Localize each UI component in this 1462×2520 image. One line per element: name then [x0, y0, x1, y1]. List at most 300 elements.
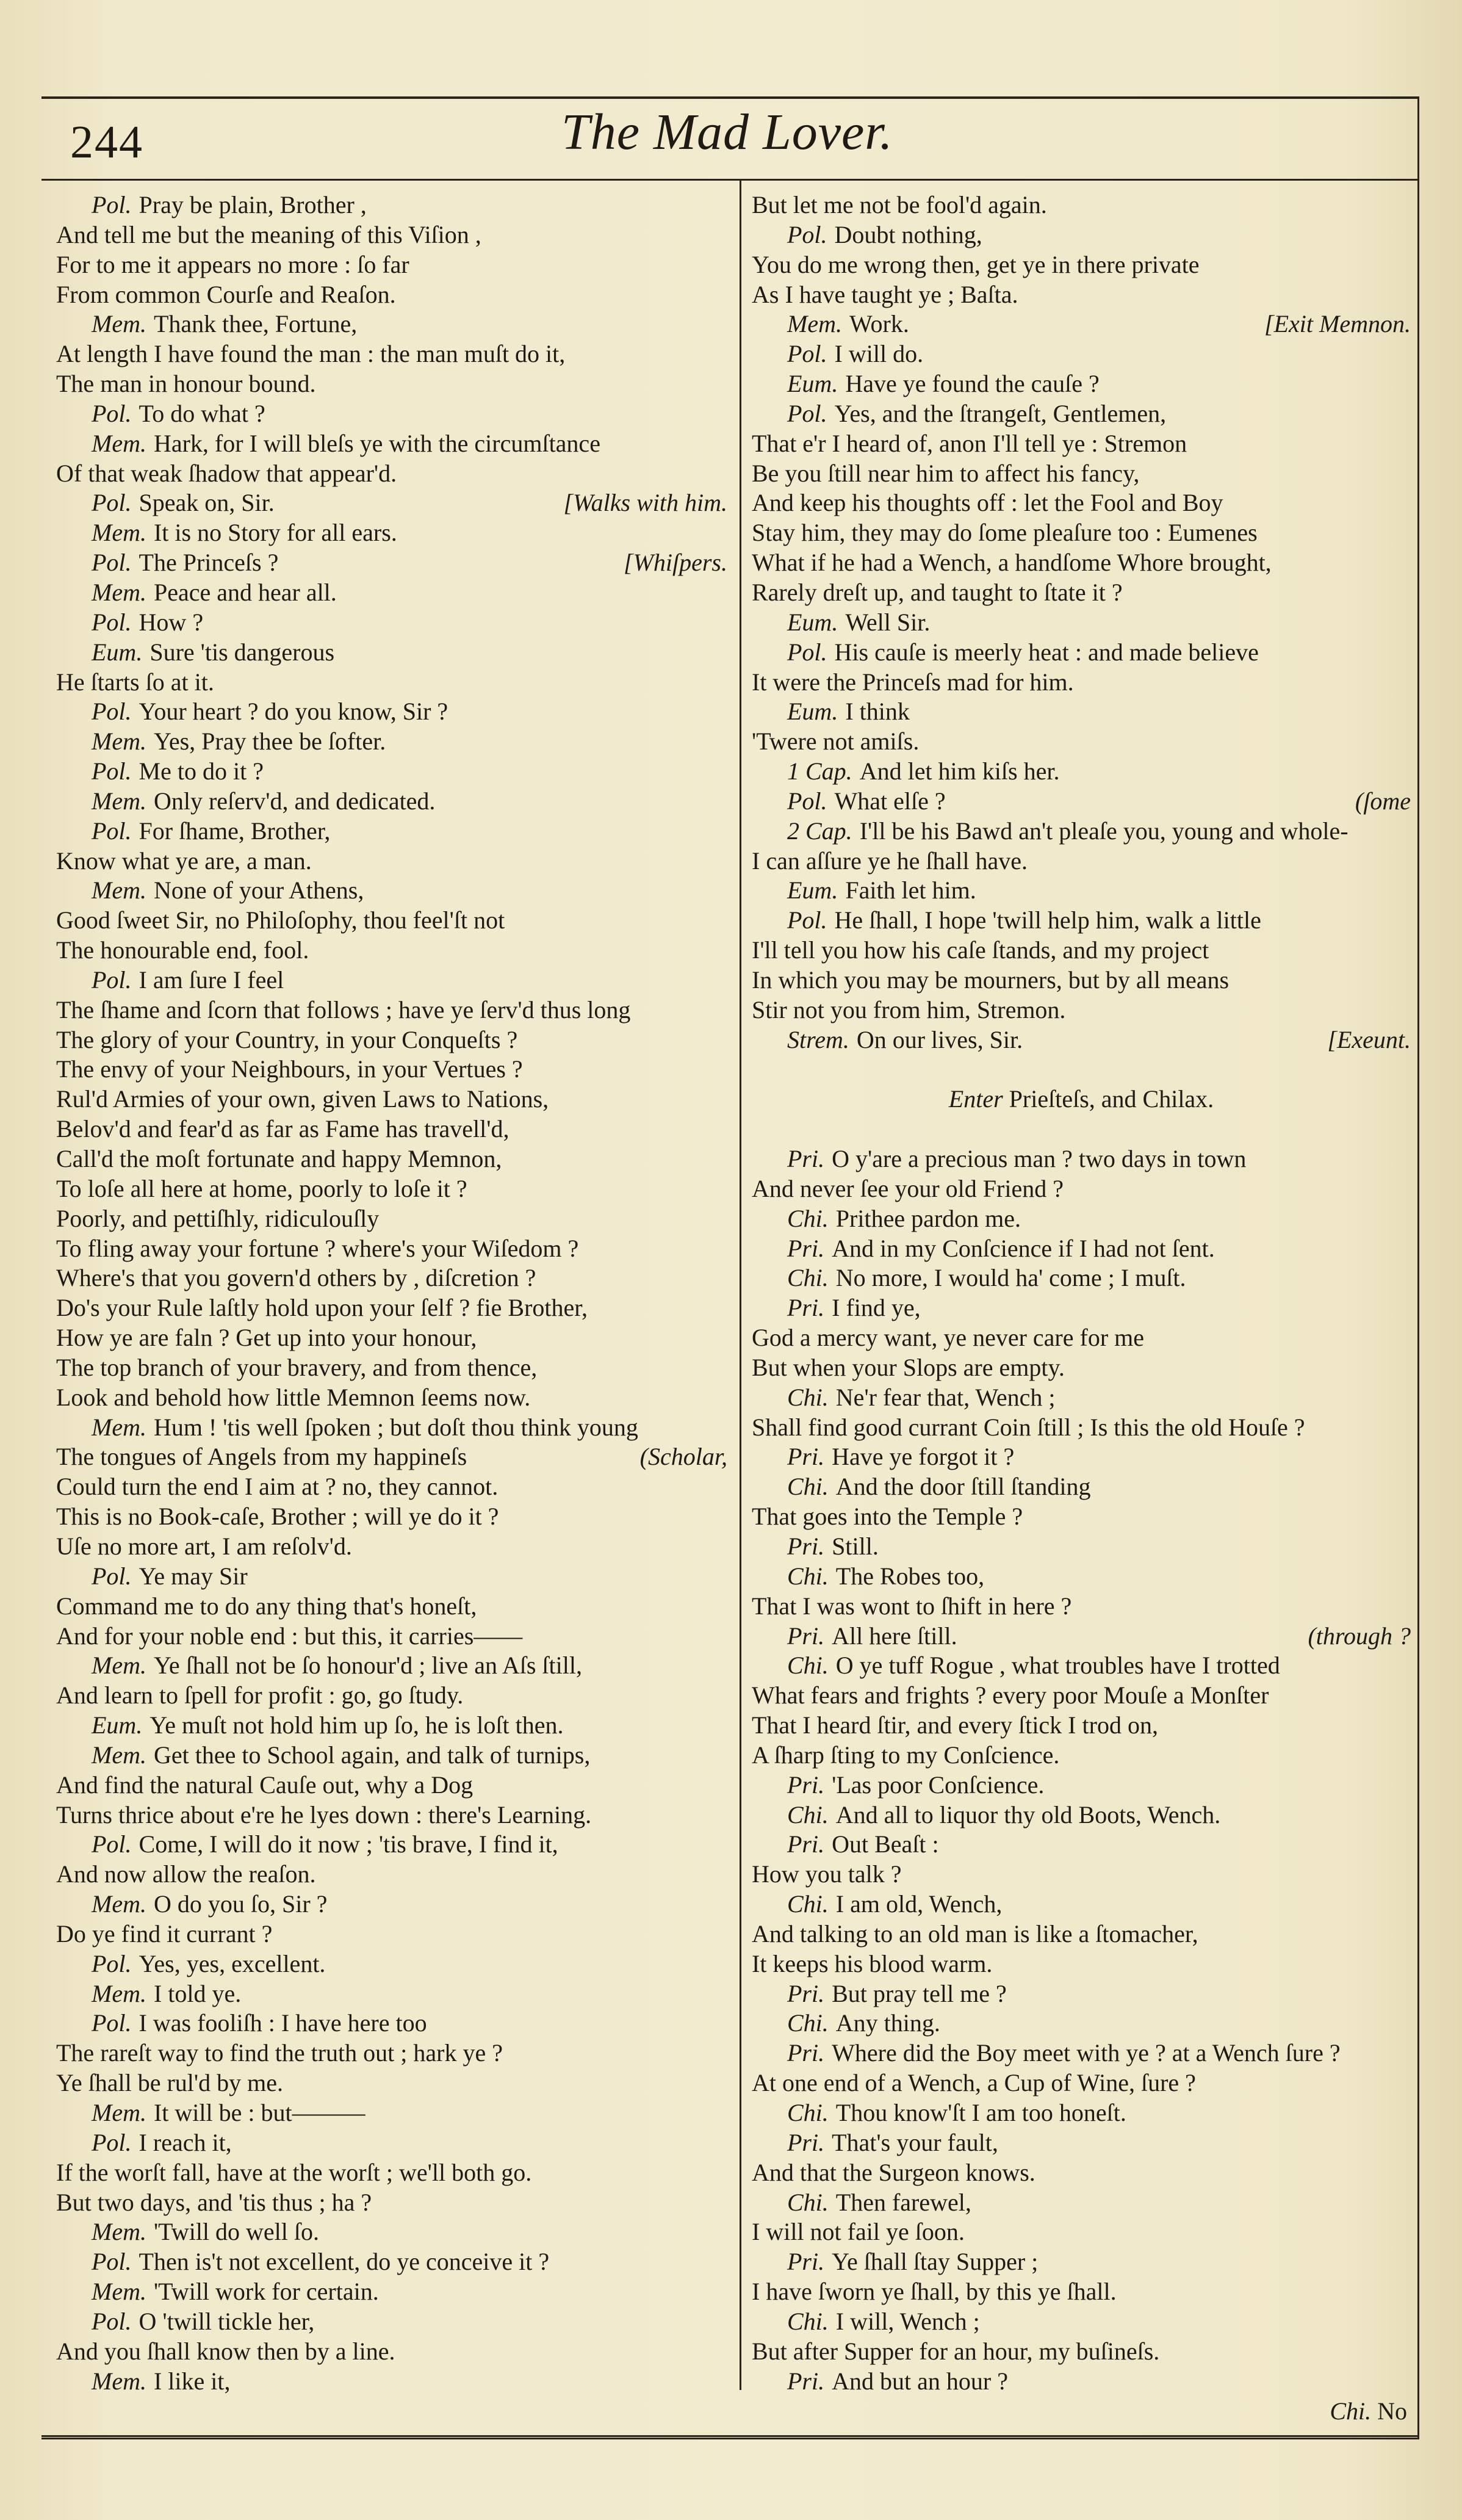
text-line [56, 847, 727, 876]
speaker-label: Pri. [787, 2039, 825, 2067]
speaker-label: Pol. [92, 191, 132, 218]
text-line [752, 1114, 1411, 1144]
text-line [56, 429, 727, 459]
text-line [752, 1860, 1411, 1890]
text-line [752, 250, 1411, 280]
speaker-label: Mem. [92, 2278, 146, 2306]
text-line [752, 1949, 1411, 1979]
speaker-label: Chi. [787, 1800, 829, 1829]
text-line [56, 339, 727, 369]
line-text: Call'd the moſt fortunate and happy Memnon, [56, 1145, 502, 1172]
page-number: 244 [70, 117, 143, 168]
speaker-label: Chi. [787, 1473, 829, 1501]
line-text: Belov'd and fear'd as far as Fame has travell'd, [56, 1115, 510, 1143]
speaker-label: Pol. [92, 489, 132, 517]
line-text: His cauſe is meerly heat : and made believe [834, 638, 1259, 666]
speaker-label: Mem. [92, 1413, 146, 1441]
line-text: The tongues of Angels from my happineſs [56, 1443, 467, 1471]
line-text: O do you ſo, Sir ? [153, 1890, 328, 1918]
speaker-label: Pol. [92, 698, 132, 726]
text-line [56, 1413, 727, 1443]
line-text: This is no Book-caſe, Brother ; will ye do it ? [56, 1503, 499, 1531]
line-text: Peace and hear all. [153, 578, 337, 606]
stage-direction: [Walks with him. [563, 489, 727, 517]
text-line [56, 1263, 727, 1293]
text-line [752, 459, 1411, 489]
text-line [56, 190, 727, 220]
line-text: Faith let him. [845, 876, 976, 904]
line-text: Hum ! 'tis well ſpoken ; but doſt thou think young [153, 1413, 638, 1441]
line-text: Then is't not excellent, do ye conceive it ? [139, 2248, 550, 2276]
line-text: How you talk ? [752, 1860, 902, 1888]
speaker-label: Chi. [787, 1562, 829, 1590]
speaker-label: Mem. [92, 1741, 146, 1769]
line-text: Good ſweet Sir, no Philoſophy, thou feel'ſt not [56, 906, 505, 934]
speaker-label: Mem. [92, 2099, 146, 2126]
speaker-label: Pri. [787, 1979, 825, 2007]
text-line [752, 2217, 1411, 2247]
line-text: And in my Conſcience if I had not ſent. [832, 1234, 1215, 1262]
line-text: Stir not you from him, Stremon. [752, 995, 1066, 1024]
text-line [56, 2068, 727, 2098]
text-line [752, 1830, 1411, 1860]
text-line [56, 1979, 727, 2009]
line-text: I think [845, 698, 910, 726]
text-line [56, 369, 727, 399]
text-line [752, 1353, 1411, 1383]
text-line [752, 936, 1411, 966]
left-column [56, 190, 727, 2396]
line-text: At one end of a Wench, a Cup of Wine, ſure ? [752, 2069, 1196, 2097]
text-line [752, 2367, 1411, 2397]
header-rule [41, 179, 1419, 181]
text-line [752, 339, 1411, 369]
line-text: And keep his thoughts off : let the Fool and Boy [752, 489, 1223, 517]
line-text: And find the natural Cauſe out, why a Dog [56, 1771, 474, 1799]
text-line [56, 488, 727, 518]
line-text: No more, I would ha' come ; I muſt. [835, 1264, 1186, 1292]
text-line [56, 1830, 727, 1860]
text-line [752, 1085, 1411, 1114]
line-text: The Princeſs ? [139, 549, 279, 577]
text-line [752, 757, 1411, 787]
text-line [752, 190, 1411, 220]
text-line [56, 757, 727, 787]
line-text: Me to do it ? [139, 757, 264, 785]
text-line [56, 668, 727, 698]
text-line [56, 1472, 727, 1502]
line-text: To fling away your fortune ? where's your Wiſedom ? [56, 1234, 579, 1262]
speaker-label: Mem. [92, 519, 146, 547]
stage-direction: (Scholar, [639, 1443, 727, 1471]
speaker-label: Pri. [787, 1443, 825, 1471]
line-text: I will do. [834, 340, 924, 368]
text-line [752, 578, 1411, 608]
text-line [56, 1890, 727, 1919]
speaker-label: Mem. [787, 310, 842, 338]
line-text: And let him kiſs her. [859, 757, 1060, 785]
line-text: How ? [139, 608, 204, 636]
text-line [752, 280, 1411, 310]
text-line [752, 1622, 1411, 1652]
line-text: I find ye, [832, 1294, 921, 1322]
line-text: Out Beaſt : [832, 1830, 939, 1858]
line-text: I can aſſure ye he ſhall have. [752, 847, 1028, 875]
line-text: O ye tuff Rogue , what troubles have I trotted [835, 1652, 1280, 1680]
line-text: As I have taught ye ; Baſta. [752, 280, 1018, 308]
line-text: I have ſworn ye ſhall, by this ye ſhall. [752, 2278, 1117, 2306]
speaker-label: Strem. [787, 1025, 849, 1053]
line-text: Speak on, Sir. [139, 489, 275, 517]
speaker-label: Chi. [787, 1383, 829, 1411]
speaker-label: Mem. [92, 429, 146, 457]
speaker-label: Enter [948, 1085, 1003, 1113]
text-line [56, 1681, 727, 1711]
text-line [752, 966, 1411, 995]
text-line [752, 697, 1411, 727]
speaker-label: Pol. [92, 608, 132, 636]
line-text: And you ſhall know then by a line. [56, 2337, 395, 2365]
text-line [56, 1114, 727, 1144]
text-line [56, 1562, 727, 1592]
speaker-label: Pol. [92, 2307, 132, 2335]
text-line [56, 1234, 727, 1264]
line-text: If the worſt fall, have at the worſt ; we'll both go. [56, 2158, 532, 2186]
text-line [56, 280, 727, 310]
text-line [56, 250, 727, 280]
line-text: That's your fault, [832, 2128, 998, 2156]
line-text: Of that weak ſhadow that appear'd. [56, 459, 397, 487]
line-text: O 'twill tickle her, [139, 2307, 315, 2335]
speaker-label: 1 Cap. [787, 757, 852, 785]
text-line [752, 2038, 1411, 2068]
text-line [56, 876, 727, 906]
text-line [752, 1323, 1411, 1353]
text-line [56, 1383, 727, 1413]
text-line [56, 1174, 727, 1204]
speaker-label: Pol. [787, 638, 827, 666]
line-text: And tell me but the meaning of this Viſion , [56, 220, 481, 248]
line-text: Any thing. [835, 2009, 940, 2037]
line-text: From common Courſe and Reaſon. [56, 280, 396, 308]
line-text: Sure 'tis dangerous [149, 638, 335, 666]
line-text: That goes into the Temple ? [752, 1503, 1023, 1531]
text-line [752, 2307, 1411, 2337]
text-line [752, 995, 1411, 1025]
text-line [752, 369, 1411, 399]
line-text: And the door ſtill ſtanding [835, 1473, 1091, 1501]
line-text: I'll tell you how his caſe ſtands, and my project [752, 936, 1209, 964]
line-text: On our lives, Sir. [856, 1025, 1023, 1053]
text-line [752, 608, 1411, 638]
text-line [56, 1592, 727, 1622]
text-line [752, 727, 1411, 757]
line-text: I will not fail ye ſoon. [752, 2218, 965, 2246]
line-text: And for your noble end : but this, it carries—— [56, 1622, 523, 1650]
line-text: All here ſtill. [832, 1622, 957, 1650]
line-text: Ye ſhall not be ſo honour'd ; live an Aſs ſtill, [153, 1652, 582, 1680]
speaker-label: Chi. [787, 2099, 829, 2126]
line-text: To loſe all here at home, poorly to loſe it ? [56, 1174, 467, 1202]
text-line [752, 817, 1411, 847]
line-text: Doubt nothing, [834, 220, 982, 248]
stage-direction: [Exeunt. [1327, 1025, 1411, 1053]
line-text: And now allow the reaſon. [56, 1860, 316, 1888]
line-text: God a mercy want, ye never care for me [752, 1324, 1145, 1352]
line-text: What elſe ? [834, 787, 946, 815]
line-text: That I was wont to ſhift in here ? [752, 1592, 1072, 1620]
text-line [56, 2009, 727, 2038]
speaker-label: Pri. [787, 1145, 825, 1172]
line-text: 'Twill do well ſo. [153, 2218, 320, 2246]
speaker-label: Pol. [787, 399, 827, 427]
speaker-label: Pol. [787, 906, 827, 934]
speaker-label: Pol. [92, 2248, 132, 2276]
speaker-label: Pol. [92, 2128, 132, 2156]
text-line [752, 1741, 1411, 1771]
text-line [56, 459, 727, 489]
line-text: Ye ſhall be rul'd by me. [56, 2069, 283, 2097]
text-line [56, 518, 727, 548]
line-text: Pray be plain, Brother , [139, 191, 367, 218]
speaker-label: Eum. [787, 876, 838, 904]
text-line [56, 608, 727, 638]
line-text: Your heart ? do you know, Sir ? [139, 698, 448, 726]
line-text: Only reſerv'd, and dedicated. [153, 787, 436, 815]
line-text: Work. [849, 310, 909, 338]
line-text: Ye muſt not hold him up ſo, he is loſt then. [149, 1711, 564, 1739]
line-text: He ſhall, I hope 'twill help him, walk a little [834, 906, 1261, 934]
text-line [752, 1263, 1411, 1293]
text-line [752, 1979, 1411, 2009]
line-text: Yes, yes, excellent. [139, 1949, 326, 1977]
line-text: Rarely dreſt up, and taught to ſtate it ? [752, 578, 1123, 606]
text-line [752, 1204, 1411, 1234]
line-text: What if he had a Wench, a handſome Whore brought, [752, 549, 1272, 577]
speaker-label: Mem. [92, 876, 146, 904]
text-line [752, 1771, 1411, 1800]
line-text: And all to liquor thy old Boots, Wench. [835, 1800, 1221, 1829]
speaker-label: Pol. [92, 757, 132, 785]
text-line [56, 2188, 727, 2218]
line-text: Turns thrice about e're he lyes down : there's Learning. [56, 1800, 592, 1829]
text-line [752, 220, 1411, 250]
text-line [56, 1204, 727, 1234]
text-line [56, 1711, 727, 1741]
text-line [752, 429, 1411, 459]
footer-rule [41, 2435, 1419, 2437]
text-line [752, 1472, 1411, 1502]
text-line [56, 697, 727, 727]
line-text: For to me it appears no more : ſo far [56, 250, 409, 278]
line-text: The top branch of your bravery, and from thence, [56, 1353, 538, 1381]
text-line [56, 1949, 727, 1979]
text-line [56, 1085, 727, 1114]
text-line [56, 1771, 727, 1800]
text-line [752, 638, 1411, 668]
line-text: He ſtarts ſo at it. [56, 668, 214, 696]
line-text: Be you ſtill near him to affect his fancy, [752, 459, 1140, 487]
line-text: Do's your Rule laſtly hold upon your ſelf ? fie Brother, [56, 1294, 588, 1322]
text-line [752, 906, 1411, 936]
line-text: And but an hour ? [832, 2367, 1008, 2395]
speaker-label: Chi. [787, 1890, 829, 1918]
text-line [752, 2277, 1411, 2307]
catchword-text: No [1377, 2397, 1407, 2425]
speaker-label: Pol. [92, 1830, 132, 1858]
speaker-label: Pri. [787, 1622, 825, 1650]
line-text: The rareſt way to find the truth out ; hark ye ? [56, 2039, 503, 2067]
speaker-label: Mem. [92, 727, 146, 756]
speaker-label: Eum. [92, 1711, 143, 1739]
line-text: 'Las poor Conſcience. [832, 1771, 1045, 1799]
text-line [752, 2247, 1411, 2277]
line-text: I told ye. [153, 1979, 242, 2007]
text-line [56, 1919, 727, 1949]
speaker-label: Pri. [787, 1830, 825, 1858]
text-line [752, 2009, 1411, 2038]
text-line [752, 2188, 1411, 2218]
line-text: Stay him, they may do ſome pleaſure too : Eumenes [752, 519, 1258, 547]
line-text: But two days, and 'tis thus ; ha ? [56, 2188, 372, 2216]
line-text: Know what ye are, a man. [56, 847, 312, 875]
text-line [752, 847, 1411, 876]
text-line [752, 668, 1411, 698]
text-line [752, 1144, 1411, 1174]
speaker-label: Pol. [92, 2009, 132, 2037]
text-line [752, 309, 1411, 339]
text-line [56, 2038, 727, 2068]
speaker-label: Pri. [787, 2248, 825, 2276]
text-line [752, 2158, 1411, 2188]
speaker-label: Pol. [92, 817, 132, 845]
line-text: Ne'r fear that, Wench ; [835, 1383, 1056, 1411]
line-text: I am old, Wench, [835, 1890, 1003, 1918]
text-line [752, 1293, 1411, 1323]
line-text: And talking to an old man is like a ſtomacher, [752, 1919, 1198, 1948]
speaker-label: Chi. [787, 1264, 829, 1292]
line-text: Still. [832, 1532, 879, 1560]
text-line [56, 1323, 727, 1353]
text-line [752, 399, 1411, 429]
line-text: Thank thee, Fortune, [153, 310, 358, 338]
text-line [752, 1055, 1411, 1085]
line-text: Hark, for I will bleſs ye with the circumſtance [153, 429, 600, 457]
text-line [752, 1919, 1411, 1949]
right-column [752, 190, 1411, 2396]
line-text: Do ye find it currant ? [56, 1919, 273, 1948]
text-line [56, 1622, 727, 1652]
text-line [752, 518, 1411, 548]
text-line [56, 1532, 727, 1562]
line-text: But when your Slops are empty. [752, 1353, 1065, 1381]
line-text: The man in honour bound. [56, 370, 316, 398]
line-text: Ye ſhall ſtay Supper ; [832, 2248, 1039, 2276]
line-text: But after Supper for an hour, my buſineſs. [752, 2337, 1160, 2365]
speaker-label: Pol. [92, 1562, 132, 1590]
line-text: None of your Athens, [153, 876, 364, 904]
line-text: The Robes too, [835, 1562, 985, 1590]
text-line [752, 1413, 1411, 1443]
line-text: Yes, and the ſtrangeſt, Gentlemen, [834, 399, 1167, 427]
line-text: Prieſteſs, and Chilax. [1009, 1085, 1214, 1113]
catchword-speaker: Chi. [1330, 2397, 1372, 2425]
column-divider [740, 181, 741, 2390]
speaker-label: Eum. [787, 370, 838, 398]
text-line [752, 1592, 1411, 1622]
line-text: I was fooliſh : I have here too [139, 2009, 427, 2037]
speaker-label: Pri. [787, 1234, 825, 1262]
line-text: I will, Wench ; [835, 2307, 980, 2335]
line-text: But let me not be fool'd again. [752, 191, 1047, 218]
line-text: It were the Princeſs mad for him. [752, 668, 1074, 696]
speaker-label: Pol. [92, 966, 132, 994]
line-text: Uſe no more art, I am reſolv'd. [56, 1532, 352, 1560]
speaker-label: Pri. [787, 2128, 825, 2156]
text-line [752, 488, 1411, 518]
text-line [56, 638, 727, 668]
speaker-label: Chi. [787, 2307, 829, 2335]
text-line [56, 1860, 727, 1890]
text-line [752, 1383, 1411, 1413]
line-text: The honourable end, fool. [56, 936, 309, 964]
text-line [752, 1562, 1411, 1592]
text-line [56, 578, 727, 608]
text-line [752, 2337, 1411, 2367]
line-text: Yes, Pray thee be ſofter. [153, 727, 386, 756]
line-text: 'Twere not amiſs. [752, 727, 920, 756]
speaker-label: Pri. [787, 2367, 825, 2395]
line-text: I reach it, [139, 2128, 232, 2156]
line-text: Where did the Boy meet with ye ? at a Wench ſure ? [832, 2039, 1341, 2067]
text-line [56, 906, 727, 936]
speaker-label: Mem. [92, 310, 146, 338]
text-line [752, 787, 1411, 817]
text-line [56, 1055, 727, 1085]
line-text: Well Sir. [845, 608, 931, 636]
line-text: Have ye found the cauſe ? [845, 370, 1100, 398]
text-line [56, 1800, 727, 1830]
line-text: That I heard ſtir, and every ſtick I trod on, [752, 1711, 1158, 1739]
speaker-label: Pol. [787, 340, 827, 368]
stage-direction: [Whiſpers. [624, 549, 727, 577]
speaker-label: Chi. [787, 1204, 829, 1232]
text-line [56, 966, 727, 995]
line-text: Ye may Sir [139, 1562, 248, 1590]
text-line [752, 1174, 1411, 1204]
line-text: Where's that you govern'd others by , diſcretion ? [56, 1264, 536, 1292]
line-text: Then farewel, [835, 2188, 971, 2216]
speaker-label: Chi. [787, 2188, 829, 2216]
line-text: Shall find good currant Coin ſtill ; Is this the old Houſe ? [752, 1413, 1305, 1441]
speaker-label: Mem. [92, 578, 146, 606]
line-text: A ſharp ſting to my Conſcience. [752, 1741, 1060, 1769]
line-text: In which you may be mourners, but by all means [752, 966, 1230, 994]
text-line [752, 1681, 1411, 1711]
speaker-label: Pol. [787, 220, 827, 248]
line-text: And never ſee your old Friend ? [752, 1174, 1064, 1202]
speaker-label: Mem. [92, 2367, 146, 2395]
line-text: You do me wrong then, get ye in there private [752, 250, 1200, 278]
line-text: It keeps his blood warm. [752, 1949, 993, 1977]
text-line [56, 787, 727, 817]
text-line [56, 309, 727, 339]
text-line [56, 1293, 727, 1323]
text-line [56, 1502, 727, 1532]
line-text: I am ſure I feel [139, 966, 284, 994]
speaker-label: Mem. [92, 787, 146, 815]
stage-direction: [Exit Memnon. [1264, 310, 1411, 338]
